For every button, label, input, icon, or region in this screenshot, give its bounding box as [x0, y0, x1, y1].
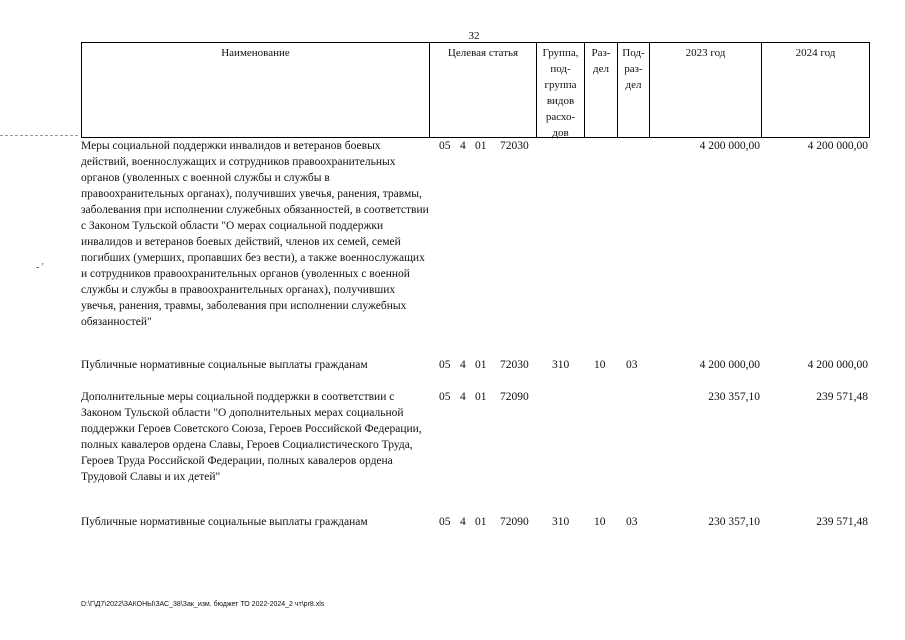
header-section-line: дел	[593, 63, 609, 75]
code-part: 01	[475, 140, 487, 152]
code-part: 05	[439, 359, 451, 371]
amount-2024: 4 200 000,00	[807, 359, 868, 371]
table-header	[81, 42, 870, 138]
header-section	[585, 43, 618, 137]
table-row	[81, 514, 868, 532]
code-part: 4	[460, 391, 466, 403]
header-group-line: расхо-	[545, 111, 576, 123]
section-code: 10	[594, 359, 606, 371]
header-group-line: дов	[552, 127, 569, 139]
code-part: 72090	[500, 391, 529, 403]
header-subsection-line: Под-	[622, 47, 645, 59]
section-code: 10	[594, 516, 606, 528]
group-code: 310	[552, 359, 570, 371]
header-year-2023: 2023 год	[650, 43, 762, 137]
margin-dash-line	[0, 135, 78, 136]
amount-2023: 4 200 000,00	[699, 140, 760, 152]
header-subsection	[618, 43, 650, 137]
header-year-2024: 2024 год	[795, 47, 836, 59]
header-section-line: Раз-	[591, 47, 611, 59]
amount-2024: 239 571,48	[816, 516, 868, 528]
subsection-code: 03	[626, 516, 638, 528]
code-part: 72090	[500, 516, 529, 528]
table-row	[81, 357, 868, 375]
code-part: 4	[460, 359, 466, 371]
page-number: 32	[468, 30, 480, 42]
header-target: Целевая статья	[430, 43, 537, 137]
header-group-line: группа	[544, 79, 577, 91]
amount-2024: 239 571,48	[816, 391, 868, 403]
code-part: 01	[475, 516, 487, 528]
code-part: 05	[439, 516, 451, 528]
row-name: Меры социальной поддержки инвалидов и ветеранов боевых действий, военнослужащих и сотрудников правоохранительных органов (уволенных с военной службы и службы в правоохранительных органах), получивших увечья, ранения, травмы, заболевания при исполнении служебных обязанностей, в соответствии с Законом Тульской области "О мерах социальной поддержки инвалидов и ветеранов боевых действий, членов их семей, семей погибших (умерших, пропавших без вести), а также военнослужащих и сотрудников правоохранительных органов (уволенных с военной службы и службы в правоохранительных органах), получивших увечья, ранения, травмы, заболевания при исполнении служебных обязанностей"	[81, 140, 429, 328]
code-part: 05	[439, 391, 451, 403]
row-name: Публичные нормативные социальные выплаты гражданам	[81, 516, 368, 528]
row-name: Публичные нормативные социальные выплаты гражданам	[81, 359, 368, 371]
header-group	[537, 43, 585, 137]
code-part: 01	[475, 359, 487, 371]
subsection-code: 03	[626, 359, 638, 371]
amount-2023: 230 357,10	[708, 516, 760, 528]
table-row	[81, 389, 868, 489]
amount-2023: 4 200 000,00	[699, 359, 760, 371]
row-name: Дополнительные меры социальной поддержки в соответствии с Законом Тульской области "О дополнительных мерах социальной поддержки Героев Советского Союза, Героев Российской Федерации, полных кавалеров ордена Славы, Героев Социалистического Труда, Героев Труда Российской Федерации, полных кавалеров ордена Трудовой Славы и их детей"	[81, 391, 422, 483]
code-part: 72030	[500, 359, 529, 371]
margin-mark: - '	[36, 262, 44, 273]
header-group-line: видов	[546, 95, 575, 107]
amount-2024: 4 200 000,00	[807, 140, 868, 152]
footer-file-path: D:\Г\Д7\2022\ЗАКОНЫ\ЗАС_38\Зак_изм. бюджет ТО 2022-2024_2 чт\pr8.xls	[81, 601, 325, 608]
amount-2023: 230 357,10	[708, 391, 760, 403]
header-group-line: Группа,	[542, 47, 579, 59]
table-row	[81, 138, 868, 328]
code-part: 05	[439, 140, 451, 152]
header-subsection-line: раз-	[624, 63, 643, 75]
header-group-line: под-	[550, 63, 571, 75]
code-part: 4	[460, 140, 466, 152]
code-part: 01	[475, 391, 487, 403]
code-part: 4	[460, 516, 466, 528]
group-code: 310	[552, 516, 570, 528]
header-subsection-line: дел	[625, 79, 642, 91]
code-part: 72030	[500, 140, 529, 152]
header-name: Наименование	[82, 43, 430, 137]
